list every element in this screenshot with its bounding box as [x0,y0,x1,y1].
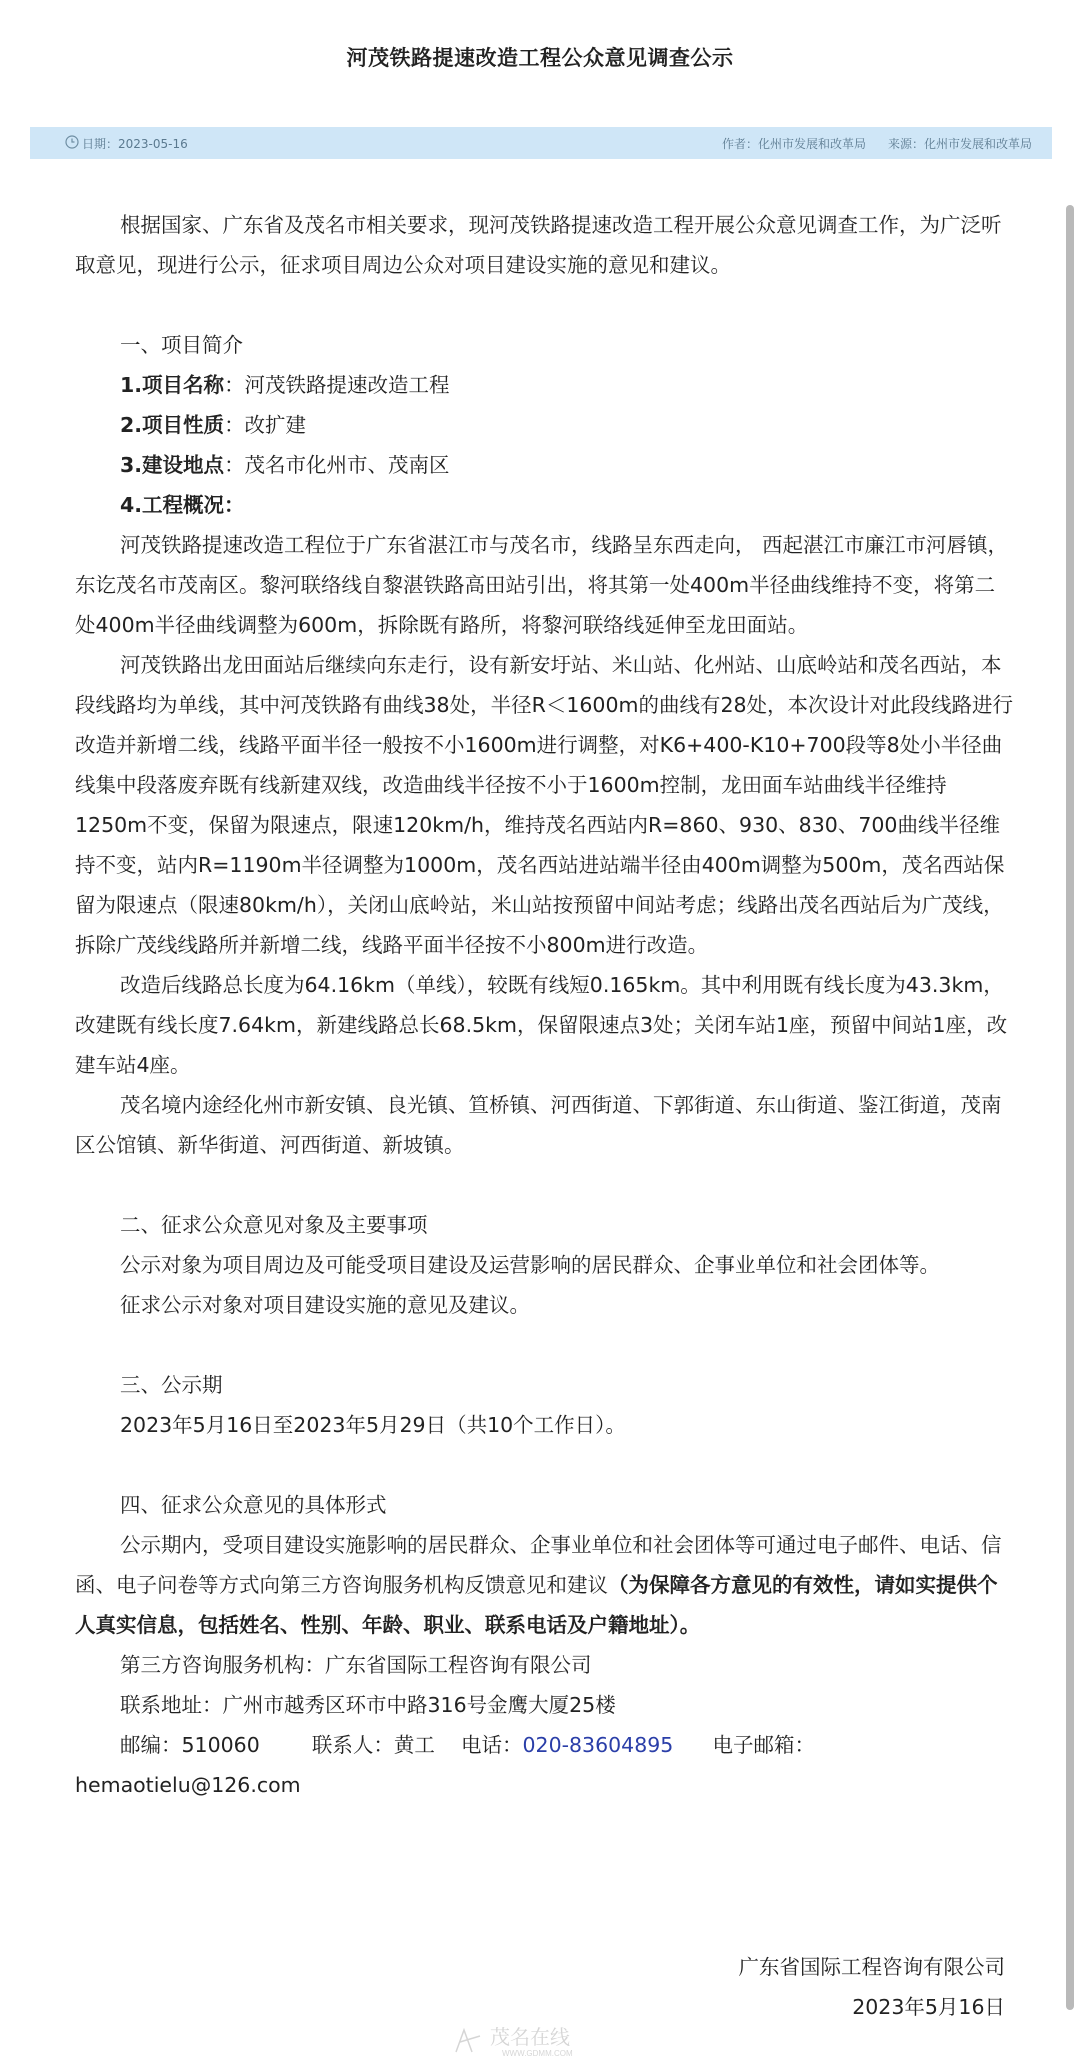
watermark-text: 茂名在线 [490,2027,570,2049]
section4-heading: 四、征求公众意见的具体形式 [120,1493,387,1517]
article-source: 来源：化州市发展和改革局 [887,136,1032,151]
project-name: 1.项目名称：河茂铁路提速改造工程 [120,373,450,397]
signature-org: 广东省国际工程咨询有限公司 [738,1955,1005,1979]
section2-heading: 二、征求公众意见对象及主要事项 [120,1213,428,1237]
overview-paragraph-1: 河茂铁路提速改造工程位于广东省湛江市与茂名市，线路呈东西走向， 西起湛江市廉江市河唇镇，东讫茂名市茂南区。黎河联络线自黎湛铁路高田站引出，将其第一处400m半径曲线维持不变，将第二处400m半径曲线调整为600m，拆除既有路所，将黎河联络线延伸至龙田面站。 [75,533,1009,637]
phone-link[interactable]: 020-83604895 [522,1733,674,1757]
overview-paragraph-2: 河茂铁路出龙田面站后继续向东走行，设有新安圩站、米山站、化州站、山底岭站和茂名西站，本段线路均为单线，其中河茂铁路有曲线38处，半径R＜1600m的曲线有28处，本次设计对此段线路进行改造并新增二线，线路平面半径一般按不小1600m进行调整，对K6+400-K10+700段等8处小半径曲线集中段落废弃既有线新建双线，改造曲线半径按不小于1600m控制，龙田面车站曲线半径维持1250m不变，保留为限速点，限速120km/h，维持茂名西站内R=860、930、830、700曲线半径维持不变，站内R=1190m半径调整为1000m，茂名西站进站端半径由400m调整为500m，茂名西站保留为限速点（限速80km/h），关闭山底岭站，米山站按预留中间站考虑；线路出茂名西站后为广茂线，拆除广茂线线路所并新增二线，线路平面半径按不小800m进行改造。 [75,653,1014,957]
section3-heading: 三、公示期 [120,1373,223,1397]
postcode: 邮编：510060 [120,1733,260,1757]
contact-person: 联系人：黄工 [311,1733,435,1757]
section2-paragraph-1: 公示对象为项目周边及可能受项目建设及运营影响的居民群众、企事业单位和社会团体等。 [120,1253,940,1277]
watermark-logo [450,2022,650,2058]
article-body [75,205,1015,1805]
contact-address: 联系地址：广州市越秀区环市中路316号金鹰大厦25楼 [120,1693,616,1717]
section2-paragraph-2: 征求公示对象对项目建设实施的意见及建议。 [120,1293,530,1317]
publish-date: 日期：2023-05-16 [82,136,188,151]
email-address[interactable]: hemaotielu@126.com [75,1773,301,1797]
section4-paragraph-1: 公示期内，受项目建设实施影响的居民群众、企事业单位和社会团体等可通过电子邮件、电话、信函、电子问卷等方式向第三方咨询服务机构反馈意见和建议（为保障各方意见的有效性，请如实提供个人真实信息，包括姓名、性别、年龄、职业、联系电话及户籍地址）。 [75,1533,1002,1637]
intro-paragraph: 根据国家、广东省及茂名市相关要求，现河茂铁路提速改造工程开展公众意见调查工作，为广泛听取意见，现进行公示，征求项目周边公众对项目建设实施的意见和建议。 [75,213,1002,277]
consulting-agency: 第三方咨询服务机构：广东省国际工程咨询有限公司 [120,1653,592,1677]
watermark-url: WWW.GDMM.COM [502,2049,573,2058]
project-overview-label: 4.工程概况： [120,493,245,517]
project-nature: 2.项目性质：改扩建 [120,413,307,437]
section1-heading: 一、项目简介 [120,333,243,357]
clock-icon [65,135,79,149]
article-author: 作者：化州市发展和改革局 [721,136,866,151]
article-meta-bar [30,127,1052,159]
contact-line: 邮编：510060 联系人：黄工 电话：020-83604895 电子邮箱： [120,1733,815,1757]
page-title: 河茂铁路提速改造工程公众意见调查公示 [346,46,734,70]
signature-date: 2023年5月16日 [852,1995,1005,2019]
project-location: 3.建设地点：茂名市化州市、茂南区 [120,453,450,477]
scrollbar[interactable] [1066,205,1074,2010]
overview-paragraph-4: 茂名境内途经化州市新安镇、良光镇、笪桥镇、河西街道、下郭街道、东山街道、鉴江街道，茂南区公馆镇、新华街道、河西街道、新坡镇。 [75,1093,1002,1157]
section3-paragraph-1: 2023年5月16日至2023年5月29日（共10个工作日）。 [120,1413,626,1437]
overview-paragraph-3: 改造后线路总长度为64.16km（单线），较既有线短0.165km。其中利用既有线长度为43.3km，改建既有线长度7.64km，新建线路总长68.5km，保留限速点3处；关闭车站1座，预留中间站1座，改建车站4座。 [75,973,1008,1077]
